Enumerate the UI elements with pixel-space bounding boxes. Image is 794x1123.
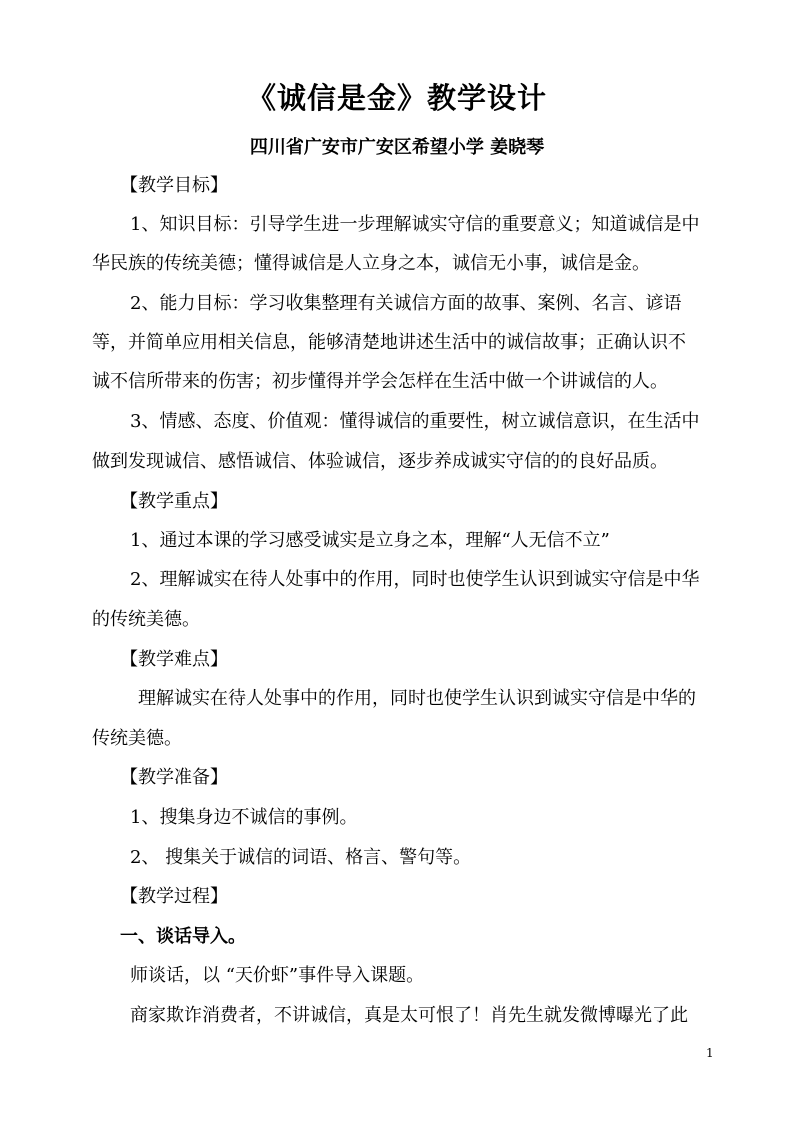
paragraph-line: 商家欺诈消费者，不讲诚信，真是太可恨了！肖先生就发微博曝光了此: [130, 1005, 688, 1026]
document-title: 《诚信是金》教学设计: [246, 81, 547, 115]
paragraph-line: 华民族的传统美德；懂得诚信是人立身之本，诚信无小事，诚信是金。: [92, 253, 650, 274]
paragraph-line: 诚不信所带来的伤害；初步懂得并学会怎样在生活中做一个讲诚信的人。: [92, 371, 668, 392]
section-heading-process: 【教学过程】: [120, 886, 228, 907]
paragraph-line: 2、理解诚实在待人处事中的作用，同时也使学生认识到诚实守信是中华: [130, 569, 700, 590]
paragraph-line: 1、知识目标：引导学生进一步理解诚实守信的重要意义；知道诚信是中: [130, 214, 700, 235]
section-heading-key: 【教学重点】: [120, 491, 228, 512]
author-line: 四川省广安市广安区希望小学 姜晓琴: [249, 137, 545, 158]
section-heading-preparation: 【教学准备】: [120, 767, 228, 788]
step-heading: 一、谈话导入。: [120, 926, 246, 947]
paragraph-line: 的传统美德。: [92, 609, 200, 630]
paragraph-line: 1、通过本课的学习感受诚实是立身之本，理解“人无信不立”: [130, 530, 610, 551]
paragraph-line: 传统美德。: [92, 728, 182, 749]
section-heading-goals: 【教学目标】: [120, 175, 228, 196]
paragraph-line: 理解诚实在待人处事中的作用，同时也使学生认识到诚实守信是中华的: [138, 688, 696, 709]
page-number: 1: [706, 1046, 714, 1060]
paragraph-line: 3、情感、态度、价值观：懂得诚信的重要性，树立诚信意识，在生活中: [130, 411, 700, 432]
paragraph-line: 等，并简单应用相关信息，能够清楚地讲述生活中的诚信故事；正确认识不: [92, 332, 686, 353]
paragraph-line: 做到发现诚信、感悟诚信、体验诚信，逐步养成诚实守信的的良好品质。: [92, 451, 668, 472]
paragraph-line: 师谈话，以 “天价虾”事件导入课题。: [130, 965, 425, 986]
paragraph-line: 2、能力目标：学习收集整理有关诚信方面的故事、案例、名言、谚语: [130, 293, 682, 314]
paragraph-line: 1、搜集身边不诚信的事例。: [130, 807, 358, 828]
paragraph-line: 2、 搜集关于诚信的词语、格言、警句等。: [130, 847, 472, 868]
section-heading-difficulty: 【教学难点】: [120, 649, 228, 670]
